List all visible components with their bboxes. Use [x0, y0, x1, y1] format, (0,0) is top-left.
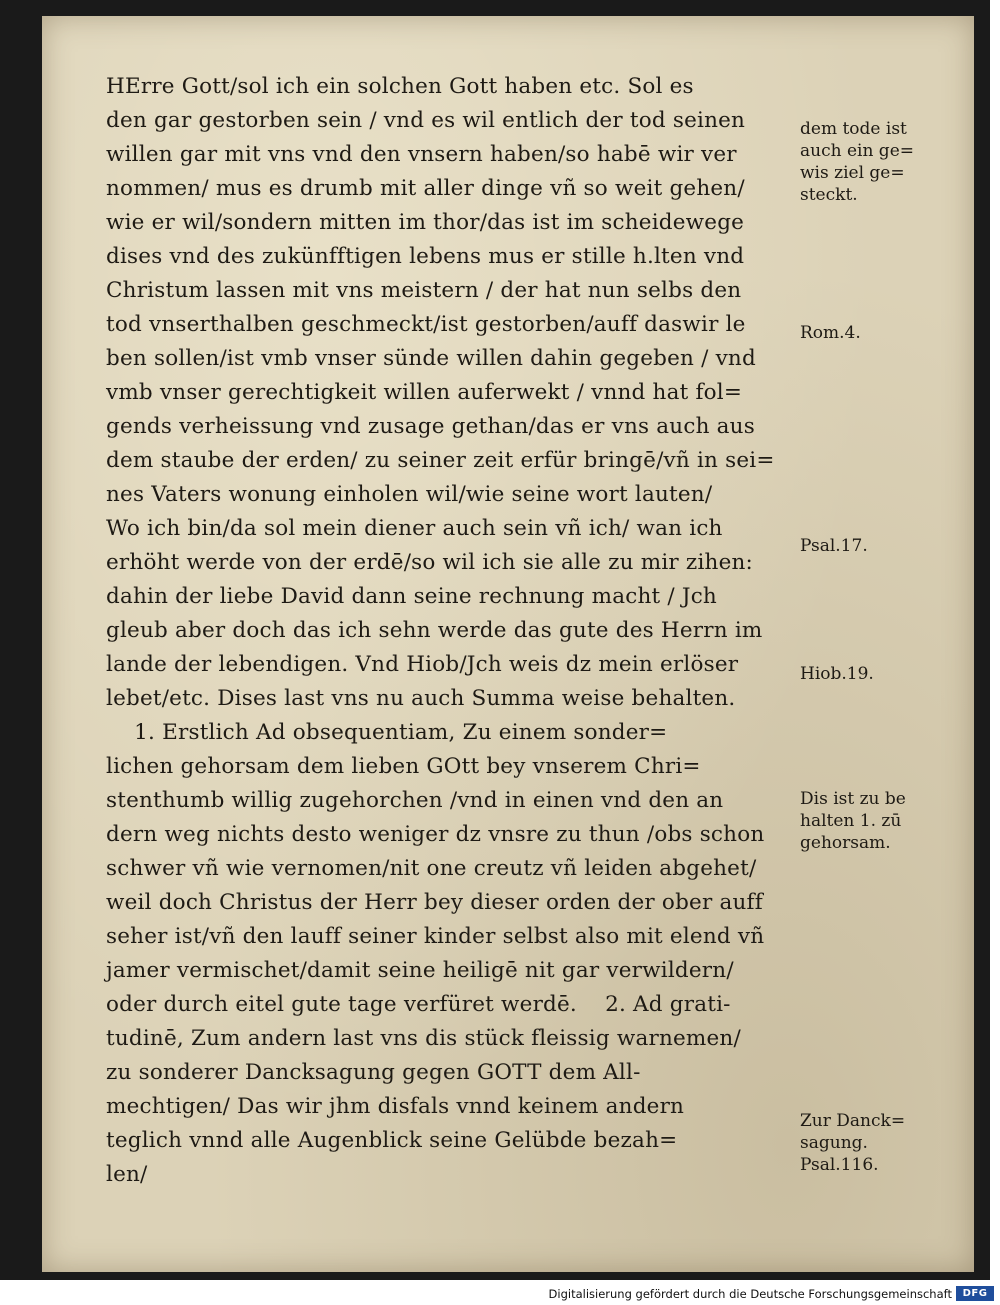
margin-note-line: Rom.4. — [800, 323, 861, 343]
margin-note-line: Zur Danck= — [800, 1111, 906, 1131]
text-line: erhöht werde von der erdē/so wil ich sie alle zu mir zihen: — [106, 550, 753, 575]
text-line: tudinē, Zum andern last vns dis stück fleissig warnemen/ — [106, 1026, 741, 1051]
text-line: schwer vñ wie vernomen/nit one creutz vñ leiden abgehet/ — [106, 856, 757, 881]
margin-note-line: Hiob.19. — [800, 664, 874, 684]
margin-note-line: auch ein ge= — [800, 141, 914, 161]
text-line: dises vnd des zukünfftigen lebens mus er stille h.lten vnd — [106, 244, 745, 269]
funding-credit: Digitalisierung gefördert durch die Deutsche Forschungsgemeinschaft — [548, 1287, 952, 1301]
text-line: len/ — [106, 1162, 148, 1187]
text-line: dem staube der erden/ zu seiner zeit erfür bringē/vñ in sei= — [106, 448, 775, 473]
text-line: tod vnserthalben geschmeckt/ist gestorben/auff daswir le — [106, 312, 746, 337]
margin-note-line: dem tode ist — [800, 119, 907, 139]
text-line: lichen gehorsam dem lieben GOtt bey vnserem Chri= — [106, 754, 701, 779]
text-line: wie er wil/sondern mitten im thor/das ist im scheidewege — [106, 210, 745, 235]
main-text-block — [106, 70, 806, 1192]
text-line: vmb vnser gerechtigkeit willen auferwekt / vnnd hat fol= — [106, 380, 743, 405]
text-line: 1. Erstlich Ad obsequentiam, Zu einem sonder= — [106, 720, 668, 745]
margin-note-hiob — [800, 663, 960, 685]
text-line: lebet/etc. Dises last vns nu auch Summa weise behalten. — [106, 686, 736, 711]
text-line: dahin der liebe David dann seine rechnung macht / Jch — [106, 584, 717, 609]
text-line: gends verheissung vnd zusage gethan/das er vns auch aus — [106, 414, 755, 439]
margin-note-line: sagung. — [800, 1133, 868, 1153]
dfg-logo[interactable]: DFG — [956, 1286, 994, 1301]
text-line: stenthumb willig zugehorchen /vnd in einen vnd den an — [106, 788, 724, 813]
text-line: oder durch eitel gute tage verfüret werdē. 2. Ad grati- — [106, 992, 731, 1017]
margin-note-gehorsam — [800, 788, 960, 854]
margin-note-psalm-17 — [800, 535, 960, 557]
footer-bar — [0, 1283, 1000, 1305]
text-line: ben sollen/ist vmb vnser sünde willen dahin gegeben / vnd — [106, 346, 756, 371]
text-line: Wo ich bin/da sol mein diener auch sein vñ ich/ wan ich — [106, 516, 723, 541]
text-line: nommen/ mus es drumb mit aller dinge vñ so weit gehen/ — [106, 176, 745, 201]
text-line: zu sonderer Dancksagung gegen GOTT dem All- — [106, 1060, 641, 1085]
text-line: lande der lebendigen. Vnd Hiob/Jch weis dz mein erlöser — [106, 652, 739, 677]
text-line: HErre Gott/sol ich ein solchen Gott haben etc. Sol es — [106, 74, 694, 99]
margin-note-line: Psal.17. — [800, 536, 868, 556]
margin-note-line: steckt. — [800, 185, 858, 205]
text-line: gleub aber doch das ich sehn werde das gute des Herrn im — [106, 618, 763, 643]
text-line: mechtigen/ Das wir jhm disfals vnnd keinem andern — [106, 1094, 685, 1119]
margin-note-rom — [800, 322, 960, 344]
text-line: den gar gestorben sein / vnd es wil entlich der tod seinen — [106, 108, 746, 133]
text-line: weil doch Christus der Herr bey dieser orden der ober auff — [106, 890, 763, 915]
margin-note-line: wis ziel ge= — [800, 163, 905, 183]
margin-note-dancksagung — [800, 1110, 960, 1176]
text-line: willen gar mit vns vnd den vnsern haben/so habē wir ver — [106, 142, 737, 167]
margin-note-line: halten 1. zū — [800, 811, 902, 831]
margin-note-line: Dis ist zu be — [800, 789, 906, 809]
margin-note-death — [800, 118, 960, 206]
text-line: Christum lassen mit vns meistern / der hat nun selbs den — [106, 278, 742, 303]
text-line: jamer vermischet/damit seine heiligē nit gar verwildern/ — [106, 958, 734, 983]
text-line: teglich vnnd alle Augenblick seine Gelübde bezah= — [106, 1128, 678, 1153]
margin-note-line: Psal.116. — [800, 1155, 879, 1175]
text-line: dern weg nichts desto weniger dz vnsre zu thun /obs schon — [106, 822, 765, 847]
margin-note-line: gehorsam. — [800, 833, 891, 853]
text-line: seher ist/vñ den lauff seiner kinder selbst also mit elend vñ — [106, 924, 765, 949]
text-line: nes Vaters wonung einholen wil/wie seine wort lauten/ — [106, 482, 713, 507]
